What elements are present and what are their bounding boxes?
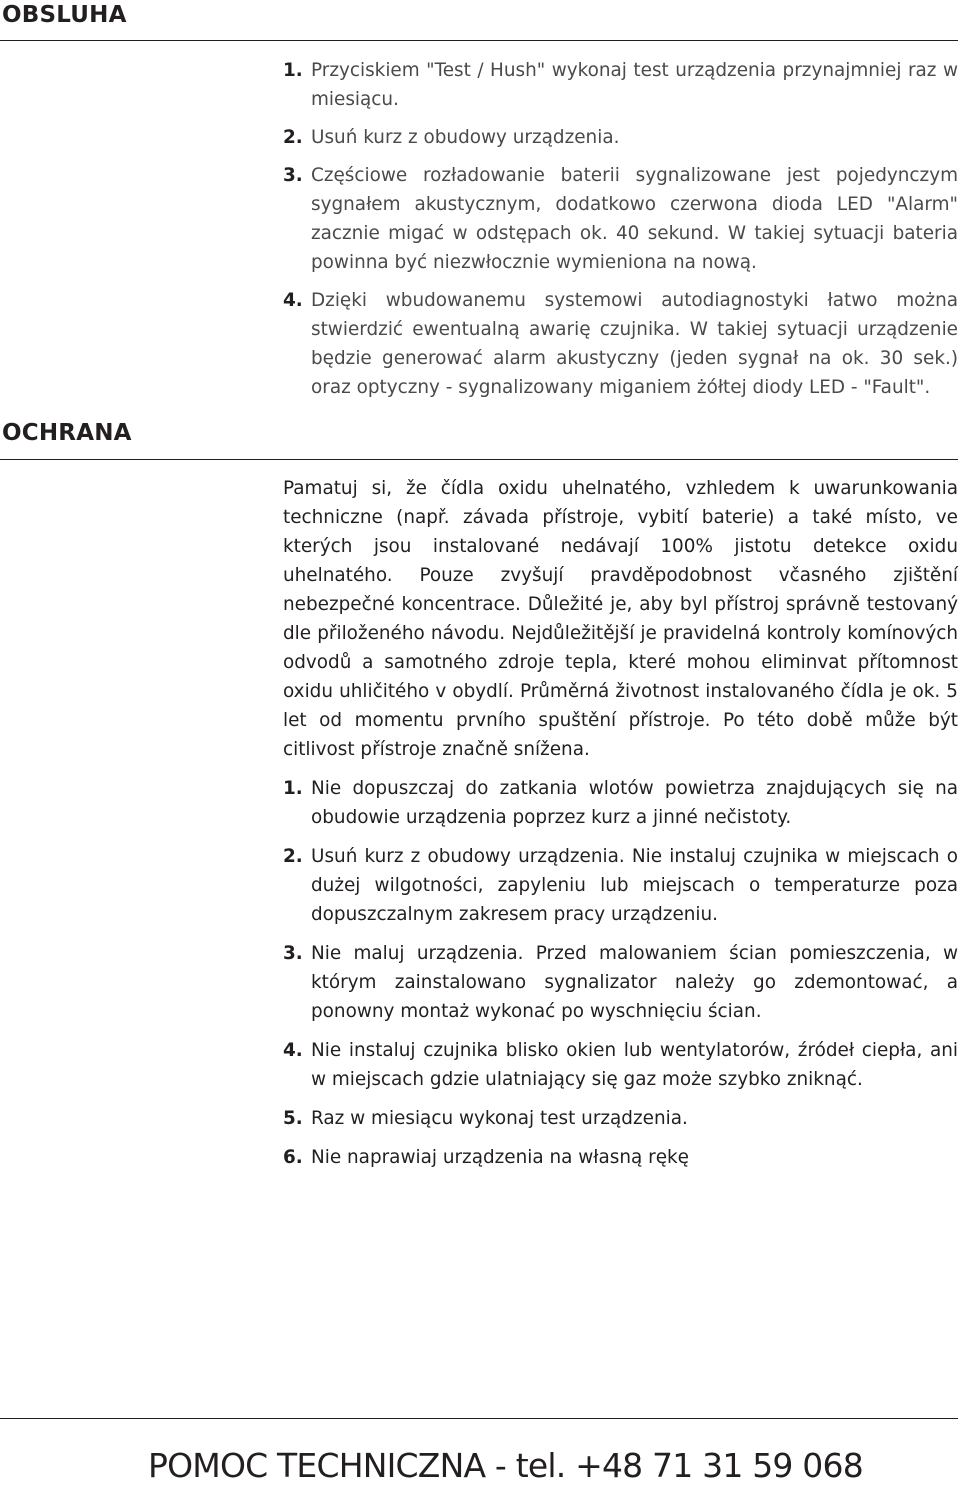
obsluha-list xyxy=(283,56,958,402)
ochrana-content xyxy=(283,474,958,1172)
ochrana-list-item xyxy=(283,1104,958,1133)
list-item-text: Nie instaluj czujnika blisko okien lub wentylatorów, źródeł ciepła, ani w miejscach gdzie ulatniający się gaz może szybko zniknąć. xyxy=(311,1040,958,1090)
list-item-number: 5. xyxy=(283,1108,303,1129)
footer-divider xyxy=(0,1418,958,1419)
obsluha-list-item xyxy=(283,56,958,114)
section-divider-obsluha xyxy=(0,40,958,41)
list-item-text: Usuń kurz z obudowy urządzenia. Nie instaluj czujnika w miejscach o dużej wilgotności, zapyleniu lub miejscach o temperaturze poza dopuszczalnym zakresem pracy urządzeniu. xyxy=(311,846,958,925)
list-item-number: 4. xyxy=(283,1040,303,1061)
list-item-number: 2. xyxy=(283,846,303,867)
ochrana-list xyxy=(283,774,958,1172)
footer-support-phone: POMOC TECHNICZNA - tel. +48 71 31 59 068 xyxy=(148,1446,863,1485)
list-item-text: Usuń kurz z obudowy urządzenia. xyxy=(311,127,620,148)
list-item-number: 2. xyxy=(283,127,303,148)
ochrana-list-item xyxy=(283,1036,958,1094)
list-item-number: 3. xyxy=(283,165,303,186)
obsluha-list-item xyxy=(283,123,958,152)
section-title-ochrana: OCHRANA xyxy=(2,420,132,446)
obsluha-list-item xyxy=(283,161,958,277)
obsluha-content xyxy=(283,56,958,402)
list-item-text: Częściowe rozładowanie baterii sygnalizowane jest pojedynczym sygnałem akustycznym, dodatkowo czerwona dioda LED "Alarm" zacznie migać w odstępach ok. 40 sekund. W takiej sytuacji bateria powinna być niezwłocznie wymieniona na nową. xyxy=(311,165,958,273)
list-item-number: 3. xyxy=(283,943,303,964)
obsluha-list-item xyxy=(283,286,958,402)
list-item-text: Raz w miesiącu wykonaj test urządzenia. xyxy=(311,1108,688,1129)
list-item-text: Nie dopuszczaj do zatkania wlotów powietrza znajdujących się na obudowie urządzenia poprzez kurz a jinné nečistoty. xyxy=(311,778,958,828)
list-item-text: Dzięki wbudowanemu systemowi autodiagnostyki łatwo można stwierdzić ewentualną awarię czujnika. W takiej sytuacji urządzenie będzie generować alarm akustyczny (jeden sygnał na ok. 30 sek.) oraz optyczny - sygnalizowany miganiem żółtej diody LED - "Fault". xyxy=(311,290,958,398)
ochrana-list-item xyxy=(283,774,958,832)
list-item-number: 1. xyxy=(283,60,303,81)
list-item-number: 1. xyxy=(283,778,303,799)
ochrana-list-item xyxy=(283,842,958,929)
section-title-obsluha: OBSLUHA xyxy=(2,2,127,28)
list-item-number: 6. xyxy=(283,1147,303,1168)
ochrana-list-item xyxy=(283,1143,958,1172)
list-item-number: 4. xyxy=(283,290,303,311)
list-item-text: Przyciskiem "Test / Hush" wykonaj test urządzenia przynajmniej raz w miesiącu. xyxy=(311,60,958,110)
list-item-text: Nie maluj urządzenia. Przed malowaniem ścian pomieszczenia, w którym zainstalowano sygnalizator należy go zdemontować, a ponowny montaż wykonać po wyschnięciu ścian. xyxy=(311,943,958,1022)
section-divider-ochrana xyxy=(0,459,958,460)
list-item-text: Nie naprawiaj urządzenia na własną rękę xyxy=(311,1147,689,1168)
ochrana-list-item xyxy=(283,939,958,1026)
ochrana-paragraph: Pamatuj si, že čídla oxidu uhelnatého, vzhledem k uwarunkowania techniczne (např. závada přístroje, vybití baterie) a také místo, ve kterých jsou instalované nedávají 100% jistotu detekce oxidu uhelnatého. Pouze zvyšují pravděpodobnost včasného zjištění nebezpečné koncentrace. Důležité je, aby byl přístroj správně testovaný dle přiloženého návodu. Nejdůležitější je pravidelná kontroly komínových odvodů a samotného zdroje tepla, které mohou eliminvat přítomnost oxidu uhličitého v obydlí. Průměrná životnost instalovaného čídla je ok. 5 let od momentu prvního spuštění přístroje. Po této době může být citlivost přístroje značně snížena. xyxy=(283,478,958,760)
